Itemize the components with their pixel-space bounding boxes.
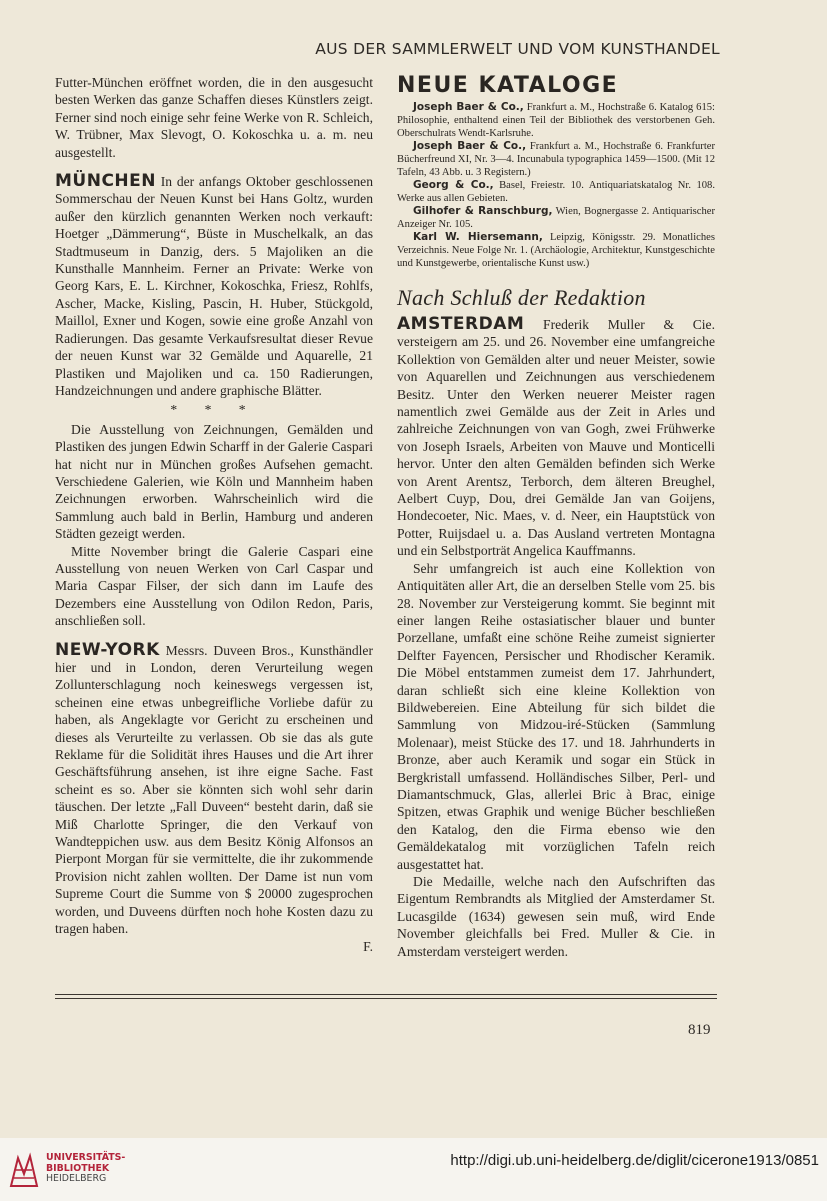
- catalog-publisher: Georg & Co.,: [413, 179, 494, 191]
- author-signature: F.: [363, 938, 373, 954]
- catalog-entry: [397, 101, 715, 140]
- newyork-paragraph: [55, 639, 373, 938]
- newyork-text: Messrs. Duveen Bros., Kunsthändler hier und in London, deren Verurteilung wegen Zollunterschlagung noch keineswegs vergessen ist, scheinen eine etwas unbegreifliche Vorliebe dafür zu haben, als Angeklagte vor Gericht zu erscheinen und dieses als Verurteilte zu verlassen. Ob sie das als gute Reklame für die Solidität ihres Hauses und die Art ihrer Geschäftsführung ansehen, ist ihre eigne Sache. Fast scheint es so. Aber sie könnten sich wohl sehr darin täuschen. Der letzte „Fall Duveen“ besteht darin, daß sie Miß Charlotte Springer, die den Verkauf von Wandteppichen usw. aus dem Besitz König Alfonsos an Pierpont Morgan für sie vermittelte, die ihr zukommende Provision nicht zahlen wollten. Der Dame ist nun vom Supreme Court die Summe von $ 20000 zugesprochen worden, und Duveens dürften noch hohe Kosten dazu zu tragen haben.: [55, 642, 373, 937]
- library-line-1: UNIVERSITÄTS-: [46, 1152, 126, 1163]
- page-number: 819: [688, 1022, 711, 1038]
- library-logo-icon: [8, 1152, 40, 1188]
- catalog-entry: [397, 179, 715, 205]
- catalog-publisher: Joseph Baer & Co.,: [413, 140, 527, 152]
- right-column: [397, 74, 715, 960]
- library-line-2: BIBLIOTHEK: [46, 1162, 110, 1174]
- amsterdam-paragraph-1: [397, 316, 715, 560]
- amsterdam-heading: AMSTERDAM: [397, 314, 525, 334]
- munchen-paragraph-3: Mitte November bringt die Galerie Caspari eine Ausstellung von neuen Werken von Carl Caspar und Maria Caspar Filser, der sich dann im Laufe des Dezembers eine Ausstellung von Odilon Redon, Paris, anschließen soll.: [55, 543, 373, 629]
- amsterdam-text-1: Frederik Muller & Cie. versteigern am 25. und 26. November eine umfangreiche Kollektion von Gemälden alter und neuer Meister, sowie von Aquarellen und Zeichnungen aus verschiedenem Besitz. Unter den Werken neuerer Meister ragen namentlich zwei Gemälde aus der Zeit in Arles und zahlreiche Zeichnungen von van Gogh, zwei Frühwerke von Joseph Israels, Arbeiten von Mauve und Monticelli hervor. Unter den alten Gemälden befinden sich Werke von Arent Arentsz, Terborch, dem älteren Breughel, Aelbert Cuyp, Dou, drei Gemälde Jan van Goijens, Hondecoeter, Nic. Maes, v. d. Neer, ein Hauptstück von Potter, Ruijsdael u. a. Das Ausland vertreten Montagna und ein Selbstporträt Angelica Kauffmanns.: [397, 317, 715, 559]
- catalog-description: Wien, Bognergasse 2. Antiquarischer Anzeiger Nr. 105.: [397, 206, 715, 230]
- munchen-text-1: In der anfangs Oktober geschlossenen Sommerschau der Neuen Kunst bei Hans Goltz, wurden außer den kürzlich genannten Werken noch verkauft: Hoetger „Dämmerung“, Büste in Muschelkalk, an das Stadtmuseum in Danzig, ders. 5 Majoliken an die Kunsthalle Mannheim. Ferner an Private: Werke von Georg Kars, E. L. Kirchner, Kokoschka, Friesz, Rohlfs, Ascher, Macke, Kisling, Pascin, H. Huber, Stückgold, Maillol, Exner und Kogen, sowie eine große Anzahl von Radierungen. Das gesamte Verkaufsresultat dieser Revue der neuen Kunst war 32 Gemälde und Aquarelle, 21 Plastiken und Majoliken und ca. 150 Radierungen, Handzeichnungen und andere graphische Blätter.: [55, 174, 373, 398]
- footer-rule-bottom: [55, 998, 717, 999]
- amsterdam-paragraph-2: Sehr umfangreich ist auch eine Kollektion von Antiquitäten aller Art, die an derselben Stelle vom 25. bis 28. November zur Versteigerung kommt. Sie beginnt mit einer langen Reihe ostasiatischer blauer und bunter Porzellane, umfaßt eine schöne Reihe zumeist signierter Delfter Fayencen, Persischer und Rhodischer Keramik. Die Möbel entstammen zumeist dem 17. Jahrhundert, daran schließt sich eine kleine Kollektion von Bildwebereien. Eine Abteilung für sich bildet die Sammlung von Midzou-iré-Stücken (Sammlung Molenaar), meist Stücke des 17. und 18. Jahrhunderts in Bronze, aber auch Keramik und sogar ein Stück in Bergkristall umfassend. Holländisches Silber, Perl- und Diamantschmuck, Glas, allerlei Bric à Brac, einige Spitzen, etwas Graphik und wenige Bücher beschließen den Katalog, den die Firma ebenso wie den Gemäldekatalog mit vorzüglichen Tafeln reich ausgestattet hat.: [397, 560, 715, 872]
- running-title: AUS DER SAMMLERWELT UND VOM KUNSTHANDEL: [315, 40, 720, 58]
- catalog-entry: [397, 205, 715, 231]
- catalog-description: Frankfurt a. M., Hochstraße 6. Frankfurter Bücherfreund XI, Nr. 3—4. Incunabula typographica 1459—1500. (Mit 12 Tafeln, 43 Abb. u. 3 Registern.): [397, 141, 715, 178]
- intro-paragraph: Futter-München eröffnet worden, die in den ausgesucht besten Werken das ganze Schaffen dieses Künstlers zeigt. Ferner sind noch einige sehr feine Werke von R. Schleich, W. Trübner, Max Slevogt, O. Kokoschka u. a. m. neu ausgestellt.: [55, 75, 373, 160]
- munchen-paragraph-1: [55, 173, 373, 399]
- catalog-entry: [397, 231, 715, 270]
- library-name: [46, 1153, 125, 1185]
- munchen-paragraph-2: Die Ausstellung von Zeichnungen, Gemälden und Plastiken des jungen Edwin Scharff in der Galerie Caspari hat nicht nur in München großes Aufsehen gemacht. Verschiedene Galerien, wie Köln und Mannheim haben Zeichnungen erworben. Wahrscheinlich wird die Sammlung auch bald in Berlin, Hamburg und anderen Städten gezeigt werden.: [55, 421, 373, 542]
- kataloge-heading: NEUE KATALOGE: [397, 73, 619, 98]
- catalog-list: [397, 101, 715, 270]
- catalog-publisher: Gilhofer & Ranschburg,: [413, 205, 553, 217]
- footer-rule-top: [55, 994, 717, 995]
- munchen-heading: MÜNCHEN: [55, 171, 156, 192]
- redaktion-heading: Nach Schluß der Redaktion: [397, 285, 646, 310]
- catalog-description: Basel, Freiestr. 10. Antiquariatskatalog Nr. 108. Werke aus allen Gebieten.: [397, 180, 716, 204]
- library-line-3: HEIDELBERG: [46, 1173, 107, 1185]
- section-stars: * * *: [170, 402, 258, 418]
- left-column: [55, 74, 373, 955]
- catalog-publisher: Joseph Baer & Co.,: [413, 101, 524, 113]
- catalog-description: Frankfurt a. M., Hochstraße 6. Katalog 615: Philosophie, enthaltend einen Teil der Bibliothek des verstorbenen Geh. Oberschulrats Wendt-Karlsruhe.: [397, 102, 715, 139]
- amsterdam-paragraph-3: Die Medaille, welche nach den Aufschriften das Eigentum Rembrandts als Mitglied der Amsterdamer St. Lucasgilde (1634) gewesen sein muß, wird Ende November gleichfalls bei Fred. Muller & Cie. in Amsterdam versteigert werden.: [397, 874, 715, 959]
- catalog-entry: [397, 140, 715, 179]
- viewer-footer: [0, 1138, 827, 1201]
- permalink-url[interactable]: http://digi.ub.uni-heidelberg.de/diglit/cicerone1913/0851: [450, 1152, 819, 1169]
- newyork-heading: NEW-YORK: [55, 639, 160, 660]
- catalog-description: Leipzig, Königsstr. 29. Monatliches Verzeichnis. Neue Folge Nr. 1. (Archäologie, Architektur, Kunstgeschichte und Kunstgewerbe, orientalische Kunst usw.): [397, 232, 715, 269]
- catalog-publisher: Karl W. Hiersemann,: [413, 231, 543, 243]
